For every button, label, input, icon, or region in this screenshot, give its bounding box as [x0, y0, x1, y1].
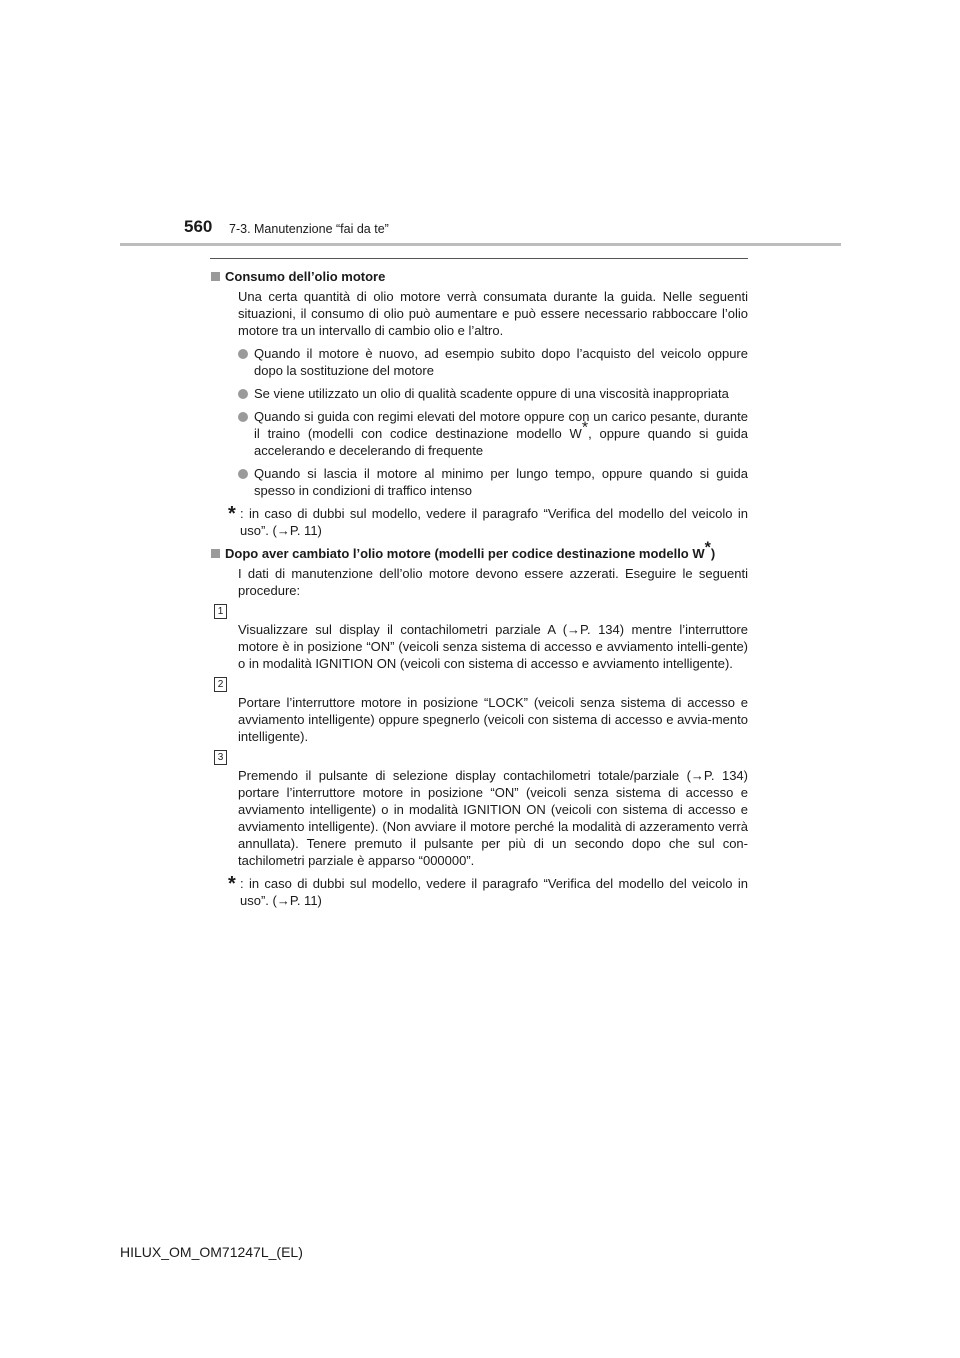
footnote: * : in caso di dubbi sul modello, vedere il paragrafo “Verifica del modello del veicolo in uso”. (→P. 11) — [228, 503, 748, 538]
circle-bullet-icon — [238, 412, 248, 422]
list-item: Se viene utilizzato un olio di qualità scadente oppure di una viscosità inappropriata — [238, 385, 748, 402]
footnote-star: * — [228, 503, 236, 525]
procedure-step-1: 1 Visualizzare sul display il contachilometri parziale A (→P. 134) mentre l’interruttore motore è in posizione “ON” (veicoli senza sistema di accesso e avviamento intelli-gente) o in modalità IGNITION ON (veicoli con sistema di accesso e avviamento intelligente). — [238, 621, 748, 672]
main-content — [210, 268, 748, 915]
header-section-title: 7-3. Manutenzione “fai da te” — [229, 222, 389, 236]
section-intro: I dati di manutenzione dell’olio motore devono essere azzerati. Eseguire le seguenti procedure: — [238, 566, 748, 598]
circle-bullet-icon — [238, 389, 248, 399]
section-heading-oil-consumption: Consumo dell’olio motore — [210, 268, 748, 285]
list-item: Quando il motore è nuovo, ad esempio subito dopo l’acquisto del veicolo oppure dopo la sostituzione del motore — [238, 345, 748, 379]
list-item: Quando si guida con regimi elevati del motore oppure con un carico pesante, durante il traino (modelli con codice destinazione modello W*, oppure quando si guida accelerando e decelerando di frequente — [238, 408, 748, 459]
step-number-badge: 2 — [214, 677, 227, 692]
footnote: * : in caso di dubbi sul modello, vedere il paragrafo “Verifica del modello del veicolo in uso”. (→P. 11) — [228, 873, 748, 908]
procedure-step-2: 2 Portare l’interruttore motore in posizione “LOCK” (veicoli senza sistema di accesso e avviamento intelligente) oppure spegnerlo (veicoli con sistema di accesso e avvia-mento intelligente). — [238, 694, 748, 745]
page-number: 560 — [184, 217, 213, 236]
section-heading-after-oil-change: Dopo aver cambiato l’olio motore (modelli per codice destinazione modello W*) — [210, 545, 748, 562]
footnote-marker: * — [581, 419, 589, 437]
square-bullet-icon — [211, 549, 220, 558]
footnote-star: * — [228, 873, 236, 895]
footnote-marker: * — [704, 539, 711, 557]
procedure-step-3: 3 Premendo il pulsante di selezione display contachilometri totale/parziale (→P. 134) portare l’interruttore motore in posizione “ON” (veicoli senza sistema di accesso e avviamento intelligente) o in modalità IGNITION ON (veicoli con sistema di accesso e avviamento intelligente). (Non avviare il motore perché la modalità di azzeramento verrà annullata). Tenere premuto il pulsante per più di un secondo dopo che sul con-tachilometri parziale è apparso “000000”. — [238, 767, 748, 869]
footer-model-code: HILUX_OM_OM71247L_(EL) — [120, 1244, 303, 1260]
circle-bullet-icon — [238, 349, 248, 359]
list-item: Quando si lascia il motore al minimo per lungo tempo, oppure quando si guida spesso in condizioni di traffico intenso — [238, 465, 748, 499]
section-intro: Una certa quantità di olio motore verrà consumata durante la guida. Nelle seguenti situazioni, il consumo di olio può aumentare e può essere necessario rabboccare l’olio motore tra un intervallo di cambio olio e l’altro. — [238, 289, 748, 338]
section-rule — [210, 258, 748, 259]
step-number-badge: 3 — [214, 750, 227, 765]
step-number-badge: 1 — [214, 604, 227, 619]
header-rule — [120, 243, 841, 246]
circle-bullet-icon — [238, 469, 248, 479]
square-bullet-icon — [211, 272, 220, 281]
